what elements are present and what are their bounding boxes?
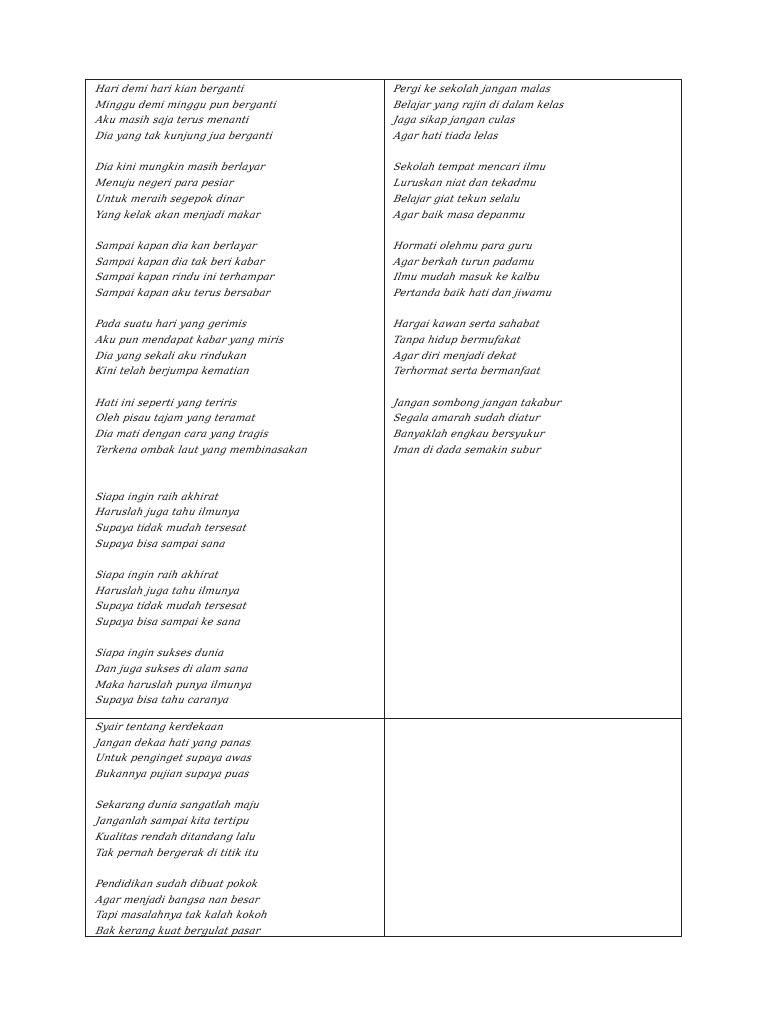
stanza — [94, 317, 380, 380]
poem-line: Dia yang tak kunjung jua berganti — [94, 131, 274, 143]
poem-line: Agar diri menjadi dekat — [392, 350, 518, 362]
stanza — [392, 396, 678, 459]
poem-line: Siapa ingin sukses dunia — [94, 648, 226, 660]
poem-line: Supaya tidak mudah tersesat — [94, 522, 248, 534]
stanza — [392, 82, 678, 145]
row-divider — [86, 718, 681, 719]
poem-line: Kualitas rendah ditandang lalu — [94, 831, 257, 843]
poem-line: Terkena ombak laut yang membinasakan — [94, 444, 309, 456]
poem-line: Dia kini mungkin masih berlayar — [94, 162, 267, 174]
poem-line: Sekolah tempat mencari ilmu — [392, 162, 548, 174]
poem-line: Hari demi hari kian berganti — [94, 84, 246, 95]
poem-line: Haruslah juga tahu ilmunya — [94, 507, 241, 519]
poem-line: Supaya tidak mudah tersesat — [94, 601, 248, 613]
poem-line: Sekarang dunia sangatlah maju — [94, 800, 261, 812]
poem-line: Jaga sikap jangan culas — [392, 115, 517, 127]
poem-line: Minggu demi minggu pun berganti — [94, 99, 278, 111]
poem-line: Ilmu mudah masuk ke kalbu — [392, 272, 542, 284]
poem-line: Janganlah sampai kita tertipu — [94, 816, 251, 828]
poem-line: Belajar giat tekun selalu — [392, 193, 522, 205]
poem-line: Dan juga sukses di alam sana — [94, 664, 250, 676]
stanza — [94, 646, 380, 709]
stanza — [392, 239, 678, 302]
poem-line: Terhormat serta bermanfaat — [392, 366, 542, 378]
cell-bottom-left — [94, 720, 380, 940]
poem-line: Supaya bisa tahu caranya — [94, 695, 231, 707]
poem-line: Iman di dada semakin subur — [392, 444, 542, 456]
stanza — [94, 877, 380, 940]
stanza — [94, 82, 380, 145]
stanza — [94, 160, 380, 223]
stanza — [94, 490, 380, 553]
poem-line: Aku pun mendapat kabar yang miris — [94, 335, 286, 346]
poem-line: Syair tentang kerdekaan — [94, 722, 225, 733]
poem-line: Aku masih saja terus menanti — [94, 115, 251, 127]
poem-line: Bukannya pujian supaya puas — [94, 769, 251, 781]
poem-line: Belajar yang rajin di dalam kelas — [392, 99, 566, 111]
poem-line: Sampai kapan dia kan berlayar — [94, 240, 258, 252]
poem-line: Agar hati tiada lelas — [392, 131, 500, 143]
poem-line: Bak kerang kuat bergulat pasar — [94, 925, 262, 937]
poem-line: Untuk penginget supaya awas — [94, 753, 253, 765]
poem-line: Tapi masalahnya tak kalah kokoh — [94, 910, 269, 922]
poem-line: Agar berkah turun padamu — [392, 256, 536, 268]
poem-line: Pertanda baik hati dan jiwamu — [392, 287, 554, 299]
poem-line: Jangan sombong jangan takabur — [392, 397, 563, 409]
stanza — [392, 160, 678, 223]
poem-line: Jangan dekaa hati yang panas — [94, 737, 252, 749]
poem-line: Yang kelak akan menjadi makar — [94, 209, 262, 221]
poem-line: Menuju negeri para pesiar — [94, 178, 235, 190]
poem-line: Sampai kapan aku terus bersabar — [94, 287, 272, 299]
poem-line: Maka haruslah punya ilmunya — [94, 679, 254, 691]
stanza — [94, 798, 380, 861]
poem-line: Agar menjadi bangsa nan besar — [94, 894, 261, 906]
poem-line: Sampai kapan rindu ini terhampar — [94, 272, 276, 284]
poem-line: Dia mati dengan cara yang tragis — [94, 429, 270, 441]
stanza — [94, 568, 380, 631]
poem-line: Hormati olehmu para guru — [392, 240, 534, 252]
stanza — [94, 239, 380, 302]
poem-line: Luruskan niat dan tekadmu — [392, 178, 538, 190]
column-divider — [384, 80, 385, 936]
poem-line: Pergi ke sekolah jangan malas — [392, 84, 552, 95]
poem-line: Siapa ingin raih akhirat — [94, 491, 220, 503]
poem-line: Hati ini seperti yang teriris — [94, 397, 239, 409]
poem-line: Tanpa hidup bermufakat — [392, 335, 522, 346]
poem-line: Untuk meraih segepok dinar — [94, 193, 245, 205]
stanza — [392, 317, 678, 380]
stanza — [94, 720, 380, 783]
poem-line: Agar baik masa depanmu — [392, 209, 527, 221]
poem-line: Sampai kapan dia tak beri kabar — [94, 256, 266, 268]
poem-line: Oleh pisau tajam yang teramat — [94, 413, 257, 425]
poem-line: Supaya bisa sampai sana — [94, 538, 227, 550]
cell-top-right — [392, 82, 678, 459]
cell-top-left — [94, 82, 380, 709]
poem-line: Supaya bisa sampai ke sana — [94, 617, 242, 628]
poem-line: Haruslah juga tahu ilmunya — [94, 585, 241, 597]
poem-line: Siapa ingin raih akhirat — [94, 569, 220, 581]
poem-line: Banyaklah engkau bersyukur — [392, 429, 546, 441]
poem-line: Pendidikan sudah dibuat pokok — [94, 878, 260, 890]
poem-line: Dia yang sekali aku rindukan — [94, 350, 248, 362]
stanza — [94, 396, 380, 459]
poem-line: Kini telah berjumpa kematian — [94, 366, 251, 378]
poem-line: Hargai kawan serta sahabat — [392, 319, 541, 331]
poem-line: Tak pernah bergerak di titik itu — [94, 847, 260, 859]
poem-table — [85, 79, 682, 937]
poem-line: Segala amarah sudah diatur — [392, 413, 542, 425]
poem-line: Pada suatu hari yang gerimis — [94, 319, 248, 331]
